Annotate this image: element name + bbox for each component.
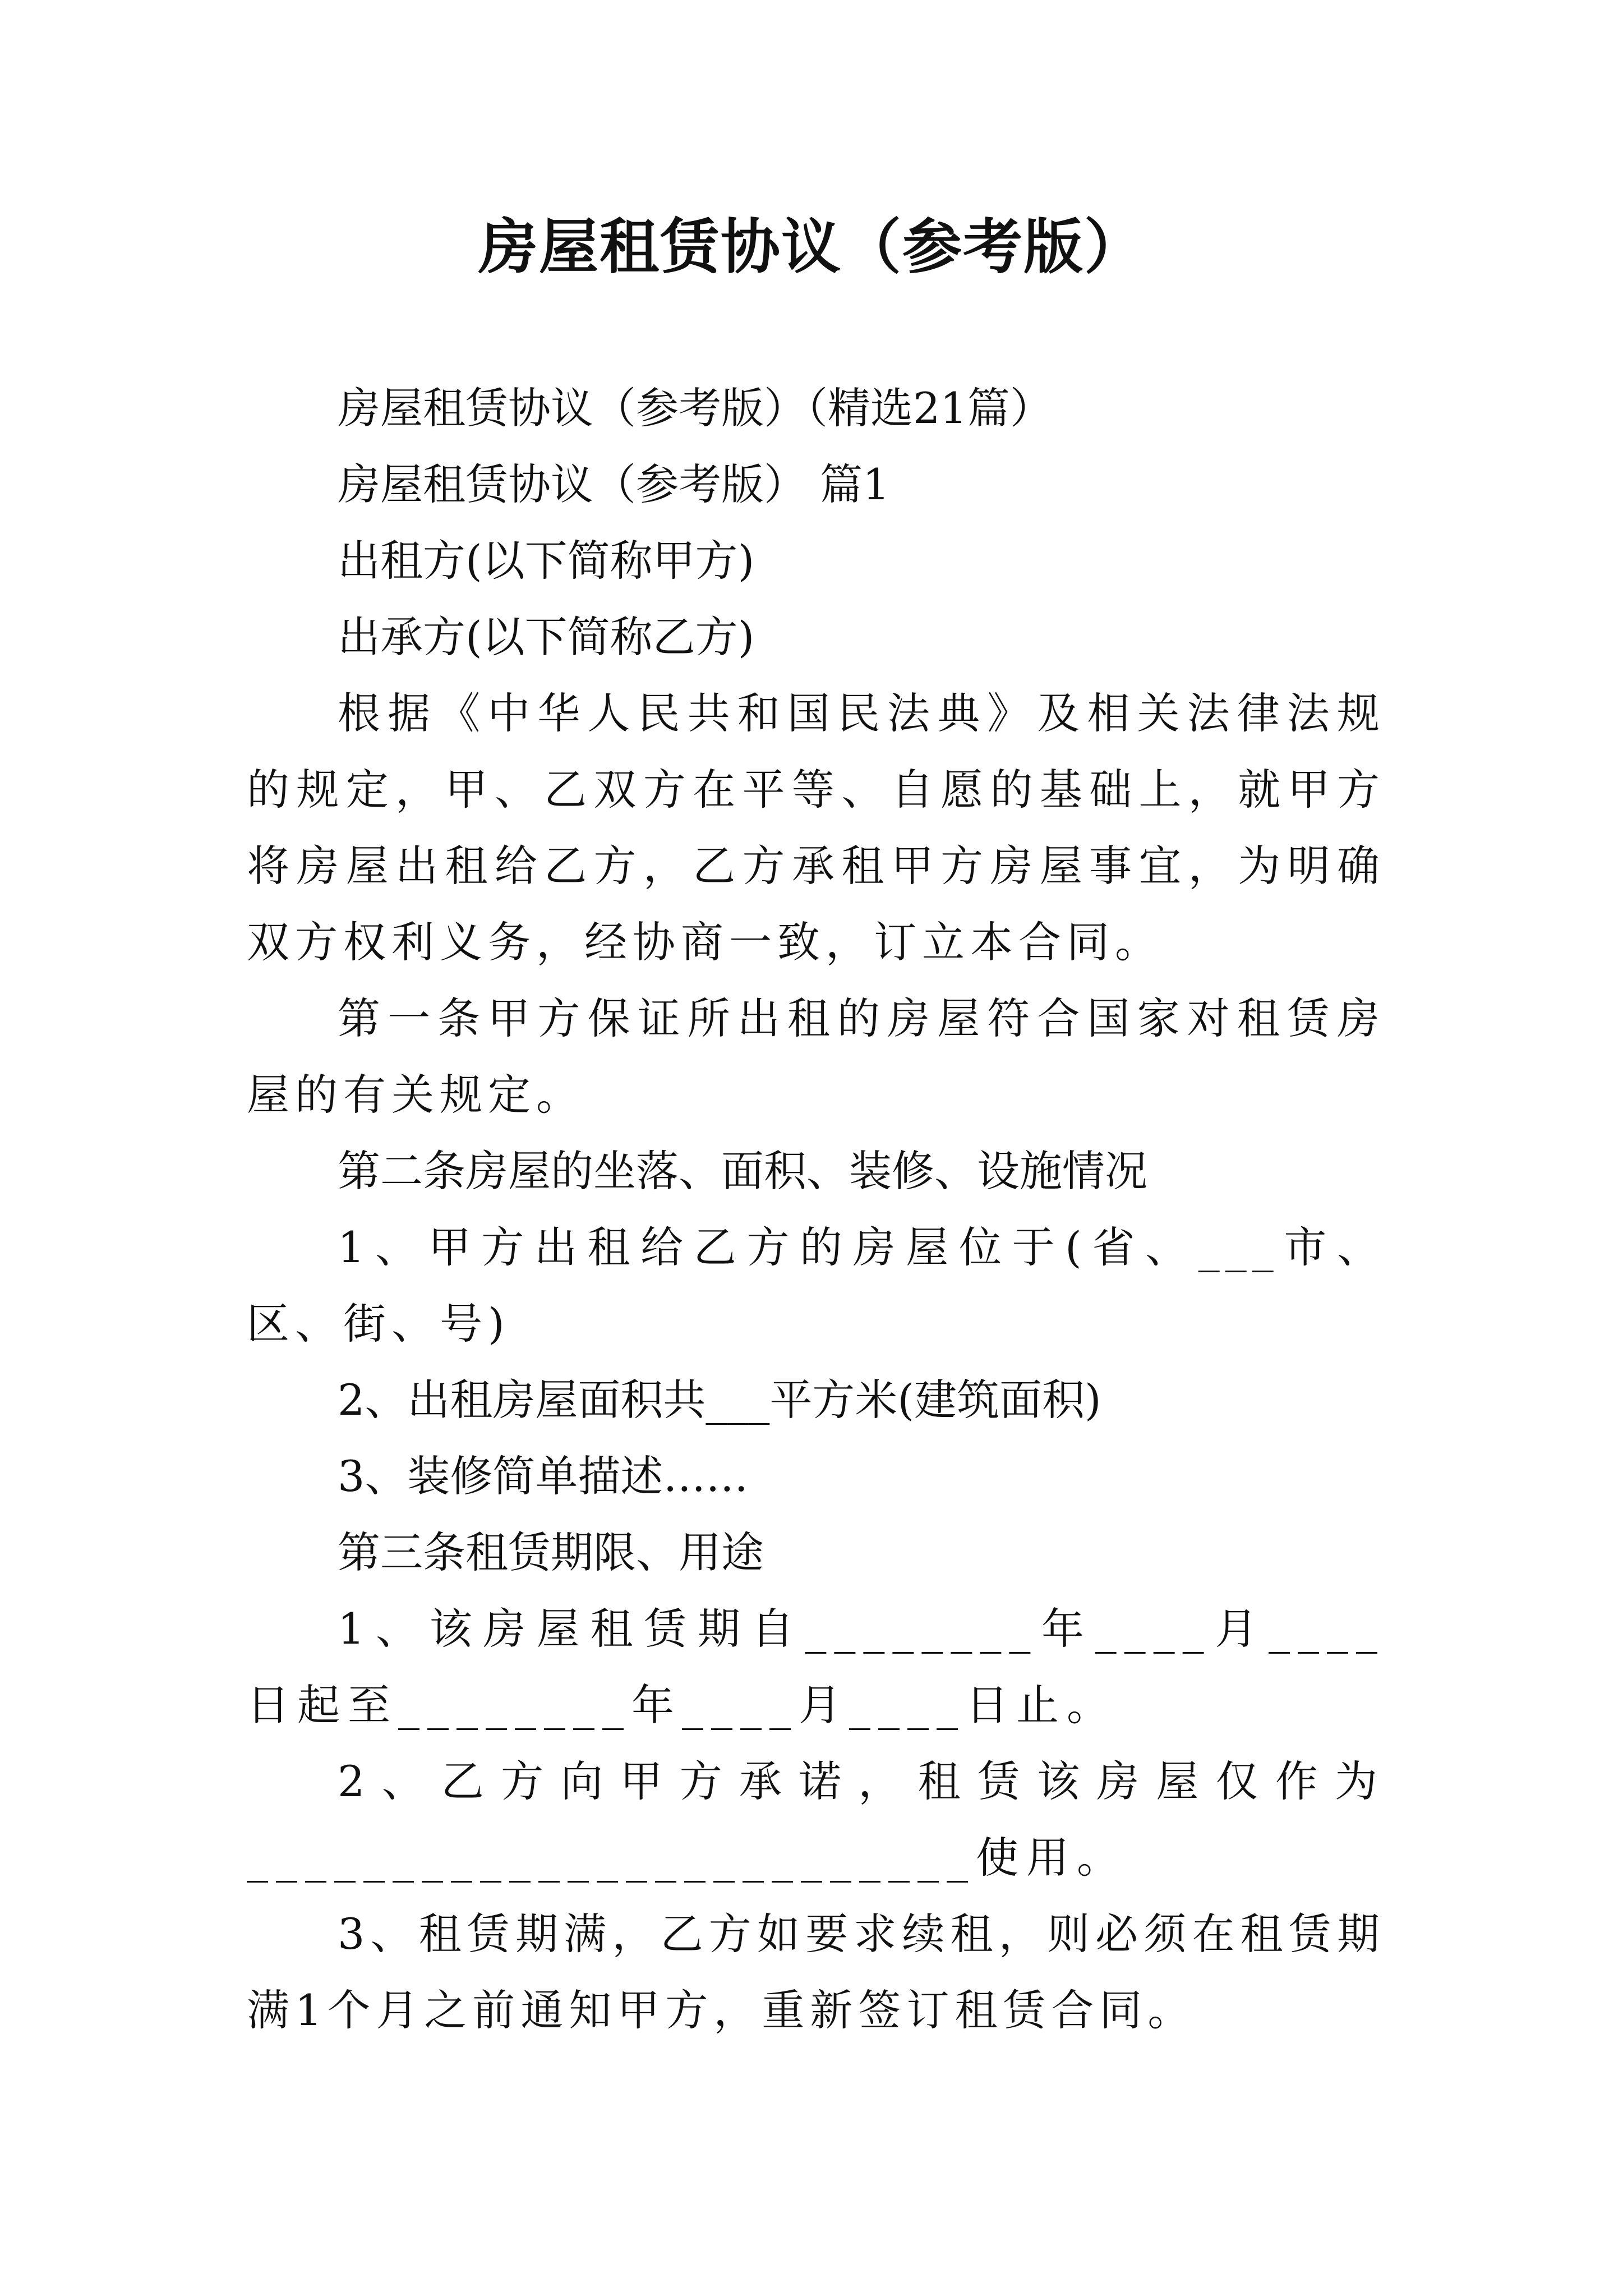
paragraph-chapter-heading: 房屋租赁协议（参考版） 篇1 xyxy=(338,459,890,509)
document-title: 房屋租赁协议（参考版） xyxy=(478,211,1145,282)
paragraph-preamble: 根据《中华人民共和国民法典》及相关法律法规的规定，甲、乙双方在平等、自愿的基础上，就甲方将房屋出租给乙方，乙方承租甲方房屋事宜，为明确双方权利义务，经协商一致，订立本合同。 xyxy=(247,688,1385,967)
paragraph-article-2-heading: 第二条房屋的坐落、面积、装修、设施情况 xyxy=(338,1146,1147,1196)
paragraph-subtitle: 房屋租赁协议（参考版）（精选21篇） xyxy=(338,383,1053,433)
document-body xyxy=(247,370,1385,2049)
paragraph-article-3-heading: 第三条租赁期限、用途 xyxy=(338,1527,764,1577)
paragraph-article-3-item-3: 3、租赁期满，乙方如要求续租，则必须在租赁期满1个月之前通知甲方，重新签订租赁合同。 xyxy=(247,1909,1385,2035)
paragraph-article-2-item-2: 2、出租房屋面积共___平方米(建筑面积) xyxy=(338,1375,1101,1425)
paragraph-article-1: 第一条甲方保证所出租的房屋符合国家对租赁房屋的有关规定。 xyxy=(247,993,1385,1120)
paragraph-article-2-item-1: 1、甲方出租给乙方的房屋位于(省、___市、区、街、号) xyxy=(247,1222,1385,1349)
paragraph-article-3-item-1: 1、该房屋租赁期自________年____月____日起至________年____月____日止。 xyxy=(247,1604,1385,1730)
paragraph-article-2-item-3: 3、装修简单描述…… xyxy=(338,1451,749,1501)
paragraph-lessor: 出租方(以下简称甲方) xyxy=(338,536,755,586)
paragraph-lessee: 出承方(以下简称乙方) xyxy=(338,612,755,662)
paragraph-article-3-item-2: 2、乙方向甲方承诺，租赁该房屋仅作为_________________________使用。 xyxy=(247,1756,1385,1883)
